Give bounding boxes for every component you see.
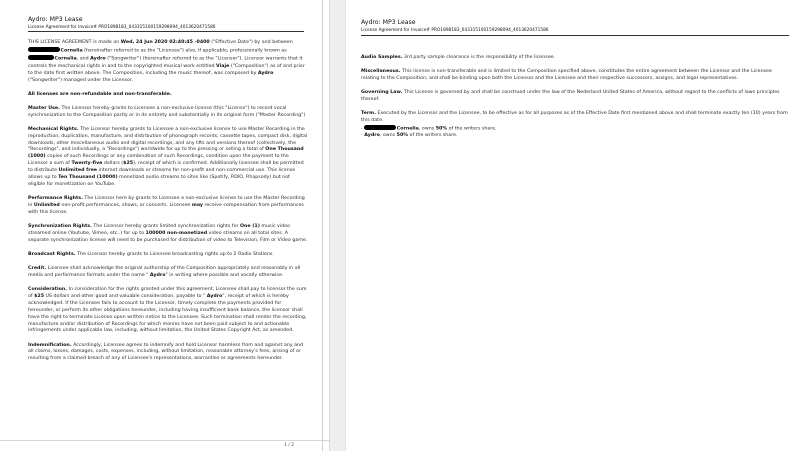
document-page-2 xyxy=(345,0,800,451)
mechanical-rights-paragraph: Mechanical Rights. The Licensor hereby grants to Licensee a non-exclusive license to use Master Recording in the reproduction, duplication, manufacture, and distribution of phonograph records, cassette tapes, compact disk, digital downloads, other miscellaneous audio and digital recordings, and any lifts and versions thereof (collectively, the "Recordings", and individually, a "Recordings") worldwide for up to the pressing or selling a total of One Thousand (1000) copies of such Recordings or any combination of such Recordings, condition upon the payment to the Licensor a sum of Twenty-five dollars ($25), receipt of which is confirmed. Additionally licensee shall be permitted to distribute Unlimited free internet downloads or streams for non-profit and non-commercial use. This license allows up to Ten Thousand (10000) monetized audio streams to sites like (Spotify, RDIO, Rhapsody) but not eligible for monetization on YouTube. xyxy=(28,126,308,187)
page-edge xyxy=(322,0,323,451)
redacted-name xyxy=(364,125,396,130)
term-paragraph: Term. Executed by the Licensor and the Licensee, to be effective as for all purposes as of the Effective Date first mentioned above and shall terminate exactly ten (10) years from this date. - Cornelia, owns 50% of the writers share. - Aydro, owns 50% of the writers share. xyxy=(361,111,791,140)
page-indicator: 1 / 2 xyxy=(284,443,294,448)
redacted-name xyxy=(28,55,54,60)
document-page-1 xyxy=(0,0,330,451)
audio-samples-paragraph: Audio Samples. 3rd party sample clearance is the responsibility of the licensee. xyxy=(361,55,556,60)
invoice-subtitle: License Agreement for Invoice# PRO1898183_043315100159298094_4013620471586 xyxy=(361,28,549,33)
governing-law-paragraph: Governing Law. This License is governed by and shall be construed under the law of the Nederland United States of America, without regard to the conflicts of laws principles thereof. xyxy=(361,90,780,102)
invoice-subtitle: License Agreement for Invoice# PRO1898183_043315100159298094_4013620471586 xyxy=(28,25,216,30)
synchronization-rights-paragraph: Synchronization Rights. The Licensor hereby grants limited synchronization rights for One (1) music video streamed online (Youtube, Vimeo, etc..) for up to 100000 non-monetized video streams on all total sites. A separate synchronization license will need to be purchased for distribution of video to Television, Film or Video game. xyxy=(28,223,308,243)
page-gap xyxy=(330,0,345,451)
performance-rights-paragraph: Performance Rights. The Licensor here by grants to Licensee a non-exclusive license to use the Master Recording in Unlimited non-profit performances, shows, or concerts. Licensee may receive compensation from performances with this license. xyxy=(28,196,305,215)
consideration-paragraph: Consideration. In consideration for the rights granted under this agreement, Licensee shall pay to licensor the sum of $25 US dollars and other good and valuable consideration, payable to " Aydro", receipt of which is hereby acknowledged. If the Licensee fails to account to the Licensor, timely complete the payments provided for hereunder, or perform its other obligations hereunder, including having insufficient bank balance, the licensor shall have the right to terminate License upon written notice to the Licensee. Such termination shall render the recording, manufacture and/or distribution of Recordings for which monies have not been paid subject to and actionable infringements under applicable law, including, without limitation, the United States Copyright Act, as amended. xyxy=(28,286,307,334)
header-rule xyxy=(361,35,789,36)
indemnification-paragraph: Indemnification. Accordingly, Licensee agrees to indemnify and hold Licensor harmless from and against any and all claims, losses, damages, costs, expenses, including, without limitation, reasonable attorney's fees, arising of or resulting from a claimed breach of any of Licensee's representations, warranties or agreements hereunder. xyxy=(28,342,304,362)
document-title: Aydro: MP3 Lease xyxy=(361,19,416,26)
document-title: Aydro: MP3 Lease xyxy=(28,16,83,23)
page-1-body xyxy=(28,40,308,370)
intro-paragraph: THIS LICENSE AGREEMENT is made on Wed, 24 Jun 2020 02:40:45 -0400 ("Effective Date") by and betweenCornelia (hereinafter referred to as the "Licensee") also, if applicable, professionally known as Cornelia, and Aydro ("Songwriter") (hereinafter referred to as the "Licensor"). Licensor warrants that it controls the mechanical rights in and to the copyrighted musical work entitled Viaje ("Composition") as of and prior to the date first written above. The Composition, including the music thereof, was composed by Aydro ("Songwriter") managed under the Licensor. xyxy=(28,40,305,83)
header-rule xyxy=(28,31,304,32)
credit-paragraph: Credit. Licensee shall acknowledge the original authorship of the Composition appropriately and reasonably in all media and performance formats under the name " Aydro" in writing where possible and vocally otherwise. xyxy=(28,265,301,278)
miscellaneous-paragraph: Miscellaneous. This license is non-transferable and is limited to the Composition specified above, constitutes the entire agreement between the Licensor and the Licensee relating to the Composition, and shall be binding upon both the Licensor and the Licensee and their respective successors, assigns, and legal representatives. xyxy=(361,69,772,81)
writer-share-2: - Aydro, owns 50% of the writers share. xyxy=(361,133,458,139)
page-2-body xyxy=(361,55,791,147)
page-footer xyxy=(0,440,330,451)
master-use-paragraph: Master Use. The Licensor hereby grants to Licensee a non-exclusive license (this "License") to record vocal synchronization to the Composition partly or in its entirety and substantially in its original form ("Master Recording") xyxy=(28,105,306,118)
broadcast-rights-paragraph: Broadcast Rights. The Licensor hereby grants to Licensee broadcasting rights up to 2 Radio Stations. xyxy=(28,251,274,257)
writer-share-1: - Cornelia, owns 50% of the writers share. xyxy=(361,126,497,132)
non-refundable-notice: All licenses are non-refundable and non-transferable. xyxy=(28,91,172,97)
redacted-name xyxy=(28,47,60,52)
